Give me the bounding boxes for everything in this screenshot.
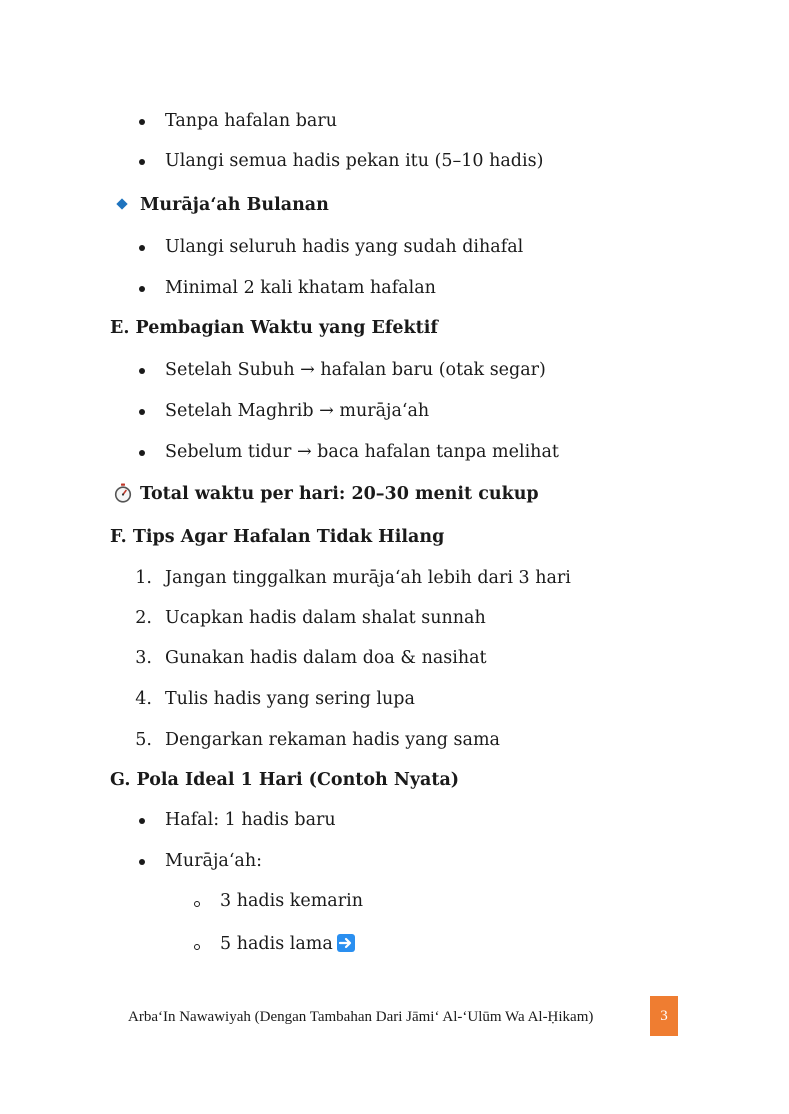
total-time-note: Total waktu per hari: 20–30 menit cukup <box>140 484 539 504</box>
list-item: Setelah Subuh → hafalan baru (otak segar) <box>165 360 546 380</box>
list-item: Ucapkan hadis dalam shalat sunnah <box>165 608 486 628</box>
bullet-icon <box>139 859 145 865</box>
bullet-icon <box>139 245 145 251</box>
list-item: Minimal 2 kali khatam hafalan <box>165 278 436 298</box>
bullet-icon <box>139 409 145 415</box>
list-item: Ulangi semua hadis pekan itu (5–10 hadis) <box>165 151 544 171</box>
bullet-icon <box>139 450 145 456</box>
bullet-icon <box>139 159 145 165</box>
sub-list-item: 3 hadis kemarin <box>220 891 363 911</box>
footer-title: Arba‘In Nawawiyah (Dengan Tambahan Dari Jāmi‘ Al-‘Ulūm Wa Al-Ḥikam) <box>128 1009 594 1025</box>
list-number: 5. <box>135 730 152 750</box>
list-item: Ulangi seluruh hadis yang sudah dihafal <box>165 237 524 257</box>
small-blue-diamond-icon <box>116 198 127 209</box>
list-item: Dengarkan rekaman hadis yang sama <box>165 730 500 750</box>
sub-bullet-icon <box>194 944 200 950</box>
list-item: Gunakan hadis dalam doa & nasihat <box>165 648 487 668</box>
list-item: Tanpa hafalan baru <box>165 111 337 131</box>
right-arrow-icon <box>337 934 355 952</box>
bulanan-heading: Murāja‘ah Bulanan <box>140 195 329 215</box>
bullet-icon <box>139 286 145 292</box>
page-number-badge: 3 <box>650 996 678 1036</box>
bullet-icon <box>139 119 145 125</box>
list-number: 4. <box>135 689 152 709</box>
stopwatch-icon <box>114 483 132 503</box>
bullet-icon <box>139 818 145 824</box>
sub-list-item-text: 5 hadis lama <box>220 934 333 954</box>
list-item: Murāja‘ah: <box>165 851 263 871</box>
bullet-icon <box>139 368 145 374</box>
list-number: 3. <box>135 648 152 668</box>
list-number: 2. <box>135 608 152 628</box>
list-item: Jangan tinggalkan murāja‘ah lebih dari 3 hari <box>165 568 571 588</box>
list-item: Sebelum tidur → baca hafalan tanpa melihat <box>165 442 559 462</box>
list-item: Setelah Maghrib → murāja‘ah <box>165 401 430 421</box>
list-item: Hafal: 1 hadis baru <box>165 810 336 830</box>
list-item: Tulis hadis yang sering lupa <box>165 689 415 709</box>
sub-bullet-icon <box>194 901 200 907</box>
list-number: 1. <box>135 568 152 588</box>
section-e-heading: E. Pembagian Waktu yang Efektif <box>110 318 438 338</box>
sub-list-item <box>220 932 355 956</box>
section-g-heading: G. Pola Ideal 1 Hari (Contoh Nyata) <box>110 770 460 790</box>
section-f-heading: F. Tips Agar Hafalan Tidak Hilang <box>110 527 445 547</box>
